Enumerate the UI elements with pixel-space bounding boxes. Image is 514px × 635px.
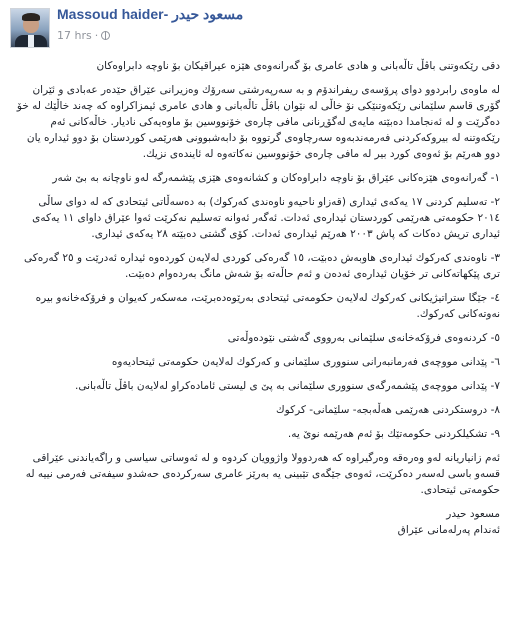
post-paragraph-point-6: ٦- پێدانى مووچەى فەرمانبەرانى سنوورى سلێمانى و كەركوك لەلایەن حكومەتى ئیتحادیەوە (111, 356, 500, 368)
post-timestamp[interactable]: 17 hrs (57, 29, 92, 42)
post-signature (14, 506, 500, 538)
post-paragraph-point-3: ٣- ناوەندى كەركوك ئیدارەى هاوبەش دەبێت، ١٥ گەرەكى كوردى لەلایەن كوردەوە ئیدارە ئەدرێت و ٢٥ گەرەكى ترى پێكهاتەكانى تر خۆیان ئیدارەى ئەدەن و ئەم حاڵەتە بۆ شەش مانگ بەردەوام دەبێت. (24, 252, 500, 280)
post-paragraph-point-9: ٩- تشكیلكردنى حكومەتێك بۆ ئەم هەرێمە نوێ یە. (287, 428, 500, 440)
author-name-link[interactable] (57, 6, 243, 23)
post-body (14, 58, 500, 538)
signature-name: مسعود حيدر (446, 508, 500, 520)
author-avatar[interactable] (10, 8, 50, 48)
post-paragraph-point-2: ٢- تەسلیم كردنى ١٧ یەكەى ئیدارى (قەزاو ناحیەو ناوەندى كەركوك) بە دەسەڵاتى ئیتحادى كە لە دواى ساڵى ٢٠١٤ حكومەتى هەرێمى كوردستان ئیدارەى ئەدات. ئەگەر ئەوانە تەسلیم نەكرێت ئەوا عێراق داواى ١١ یەكەى ئیدارى تریش دەكات كە پاش ٢٠٠٣ هەرێم ئیدارەى ئەدات. كۆى گشتى دەبێتە ٢٨ یەكەى ئیدارى. (32, 196, 500, 240)
author-name-latin[interactable]: Massoud haider- (57, 6, 169, 22)
post-paragraph-point-8: ٨- دروستكردنى هەرێمى هەڵەبجە- سلێمانى- كركوك (276, 404, 500, 416)
post-paragraph-point-7: ٧- پێدانى مووچەى پێشمەرگەى سنوورى سلێمانى بە پێ ى لیستى ئامادەكراو لەلایەن باڤڵ تاڵەبانى. (75, 380, 500, 392)
post-paragraph-title: دقى رێكەوتنى باڤڵ تاڵەبانى و هادى عامرى بۆ گەرانەوەى هێزە عیراقیكان بۆ ناوچە دابراوەكان (96, 60, 500, 72)
author-name-native[interactable]: مسعود حيدر (172, 6, 244, 22)
post-paragraph-closing: ئەم زانیاریانە لەو وەرەقە وەرگیراوە كە هەردوولا واژوویان كردوە و لە ئەوساتى سیاسى و راگەیاندنى عێراقى قسەو باسى لەسەر دەكرێت، ئەوەى جێگەى تێبینى یە بەرێز عامرى سەركردەى حەشدو سیفەتى فەرمى نییە لە حكومەتى ئیتحادى. (25, 452, 500, 496)
meta-separator: · (94, 29, 99, 42)
post-paragraph-intro: لە ماوەى رابردوو دواى پرۆسەى ریفراندۆم و بە سەرپەرشتى سەرۆك وەزیرانى عێراق حێدەر عەبادى و ئێران گۆرى قاسم سلێمانى رێكەوتنێكى نۆ خاڵى لە نێوان باڤڵ تاڵەبانى و هادى عامرى ئیمزاكراوە كە چەند خاڵێك لە خۆ دەگرێت و لە ئەنجامدا دەبێتە مایەی لەگۆڕنانى مافى چارەى خۆنووسین بۆ ماوەیەكى نادیار. خاڵەكانى ئەم رێكەوتنە لە بیروكەكردنى فەرمەندبەوە سەرچاوەى گرتووە بۆ دابەشبوونى هەرێمى كوردستان بۆ دوو ئیدارە یان دوو هەرێم بۆ ئەوەى كورد بیر لە مافى چارەى خۆنووسین نەكاتەوە لە ئایندەى نزیك. (16, 84, 500, 160)
post-paragraph-point-1: ١- گەرانەوەى هێزەكانى عێراق بۆ ناوچە دابراوەكان و كشانەوەى هێزى پێشمەرگە لەو ناوچانە بە بێ شەر (52, 172, 500, 184)
post-meta (57, 29, 110, 42)
signature-title: ئەندام پەرلەمانى عێراق (397, 524, 500, 536)
post-paragraph-point-5: ٥- كردنەوەى فرۆكەخانەى سلێمانى بەرووى گەشتى نێودەوڵەتى (227, 332, 500, 344)
post-paragraph-point-4: ٤- جێگا ستراتیژیكانى كەركوك لەلایەن حكومەتى ئیتحادى بەرێوەدەبرێت، مەسكەر كەیوان و فرۆكەخانەو بیرە نەوتەكانى كەركوك. (35, 292, 500, 320)
globe-icon[interactable] (101, 31, 110, 40)
